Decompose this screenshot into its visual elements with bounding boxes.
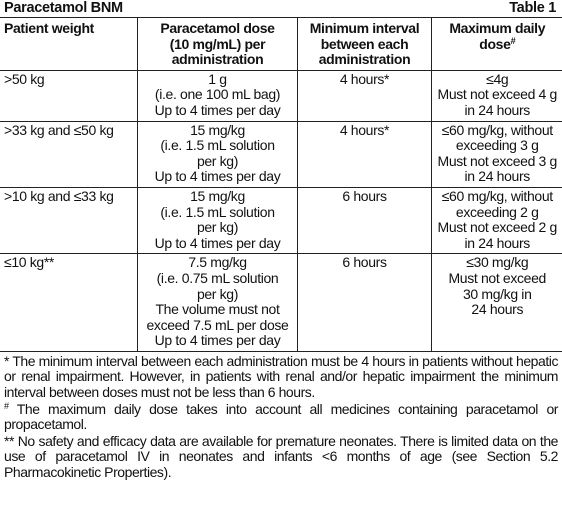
header-max-text: dose bbox=[479, 35, 511, 52]
header-row bbox=[0, 18, 562, 70]
cell-dose-line: (i.e. one 100 mL bag) bbox=[154, 86, 281, 103]
cell-dose-line: 15 mg/kg bbox=[190, 121, 245, 138]
cell-max-line: exceeding 3 g bbox=[455, 137, 539, 154]
cell-max-line: ≤4g bbox=[486, 70, 509, 87]
cell-max-line: Must not exceed bbox=[448, 269, 546, 286]
cell-dose-line: 15 mg/kg bbox=[190, 187, 245, 204]
header-maximum-daily-dose bbox=[431, 18, 562, 70]
cell-max-line: 24 hours bbox=[471, 301, 524, 318]
table-row bbox=[0, 121, 562, 187]
cell-max-line: Must not exceed 4 g bbox=[437, 86, 557, 103]
cell-max-daily bbox=[431, 254, 562, 352]
footnote-max-daily bbox=[4, 402, 558, 433]
header-dose-line: (10 mg/mL) per bbox=[169, 35, 266, 52]
cell-max-line: 30 mg/kg in bbox=[462, 285, 532, 302]
cell-max-line: ≤30 mg/kg bbox=[466, 254, 529, 271]
cell-max-line: ≤60 mg/kg, without bbox=[441, 187, 553, 204]
cell-dose-line: The volume must not bbox=[155, 301, 280, 318]
cell-max-line: Must not exceed 2 g bbox=[437, 219, 557, 236]
hash-footnote-marker: # bbox=[510, 35, 516, 46]
cell-dose-line: Up to 4 times per day bbox=[154, 332, 281, 349]
cell-interval: 6 hours bbox=[297, 254, 431, 352]
cell-max-line: in 24 hours bbox=[464, 234, 530, 251]
header-interval-line: administration bbox=[318, 51, 411, 68]
footnotes bbox=[0, 352, 562, 481]
cell-interval: 4 hours* bbox=[297, 70, 431, 121]
cell-dose-line: Up to 4 times per day bbox=[154, 168, 281, 185]
header-interval-line: Minimum interval bbox=[309, 20, 420, 36]
cell-dose-line: Up to 4 times per day bbox=[154, 234, 281, 251]
header-dose-line: Paracetamol dose bbox=[160, 20, 275, 36]
header-patient-weight: Patient weight bbox=[0, 18, 137, 70]
cell-dose-line: Up to 4 times per day bbox=[154, 101, 281, 118]
dosing-table bbox=[0, 18, 562, 352]
header-max-line bbox=[436, 37, 560, 53]
cell-max-line: exceeding 2 g bbox=[455, 203, 539, 220]
header-paracetamol-dose bbox=[137, 18, 297, 70]
cell-max-line: in 24 hours bbox=[464, 168, 530, 185]
table-number: Table 1 bbox=[509, 0, 556, 16]
footnote-interval: * The minimum interval between each administration must be 4 hours in patients without hepatic or renal impairment. However, in patients with renal and/or hepatic impairment the minimum interval between doses must not be less than 6 hours. bbox=[4, 352, 558, 401]
cell-max-daily bbox=[431, 70, 562, 121]
cell-dose-line: per kg) bbox=[196, 152, 239, 169]
cell-dose-line: per kg) bbox=[196, 285, 239, 302]
header-interval-line: between each bbox=[320, 35, 409, 52]
cell-interval: 4 hours* bbox=[297, 121, 431, 187]
header-minimum-interval bbox=[297, 18, 431, 70]
table-row bbox=[0, 187, 562, 253]
table-row bbox=[0, 254, 562, 352]
table-title-bar bbox=[0, 0, 562, 18]
cell-interval: 6 hours bbox=[297, 187, 431, 253]
cell-dose bbox=[137, 70, 297, 121]
hash-footnote-marker: # bbox=[4, 400, 9, 411]
cell-max-daily bbox=[431, 187, 562, 253]
header-max-line: Maximum daily bbox=[449, 20, 546, 36]
table-title: Paracetamol BNM bbox=[4, 0, 123, 16]
cell-max-line: Must not exceed 3 g bbox=[437, 152, 557, 169]
footnote-neonates: ** No safety and efficacy data are available for premature neonates. There is limited data on the use of paracetamol IV in neonates and infants <6 months of age (see Section 5.2 Pharmacokinetic Properties). bbox=[4, 432, 558, 481]
cell-weight: >50 kg bbox=[0, 70, 137, 121]
cell-dose bbox=[137, 187, 297, 253]
cell-dose-line: 7.5 mg/kg bbox=[188, 254, 247, 271]
cell-weight: >33 kg and ≤50 kg bbox=[0, 121, 137, 187]
header-dose-line: administration bbox=[171, 51, 264, 68]
cell-dose-line: 1 g bbox=[208, 70, 227, 87]
footnote-max-daily-text: The maximum daily dose takes into account all medicines containing paracetamol or propacetamol. bbox=[4, 400, 558, 433]
cell-weight: >10 kg and ≤33 kg bbox=[0, 187, 137, 253]
cell-dose-line: (i.e. 1.5 mL solution bbox=[160, 203, 275, 220]
cell-dose bbox=[137, 254, 297, 352]
table-row bbox=[0, 70, 562, 121]
cell-max-line: in 24 hours bbox=[464, 101, 530, 118]
cell-weight: ≤10 kg** bbox=[0, 254, 137, 352]
cell-dose bbox=[137, 121, 297, 187]
cell-dose-line: exceed 7.5 mL per dose bbox=[146, 316, 289, 333]
cell-dose-line: (i.e. 0.75 mL solution bbox=[156, 269, 279, 286]
cell-dose-line: (i.e. 1.5 mL solution bbox=[160, 137, 275, 154]
cell-dose-line: per kg) bbox=[196, 219, 239, 236]
cell-max-daily bbox=[431, 121, 562, 187]
cell-max-line: ≤60 mg/kg, without bbox=[441, 121, 553, 138]
